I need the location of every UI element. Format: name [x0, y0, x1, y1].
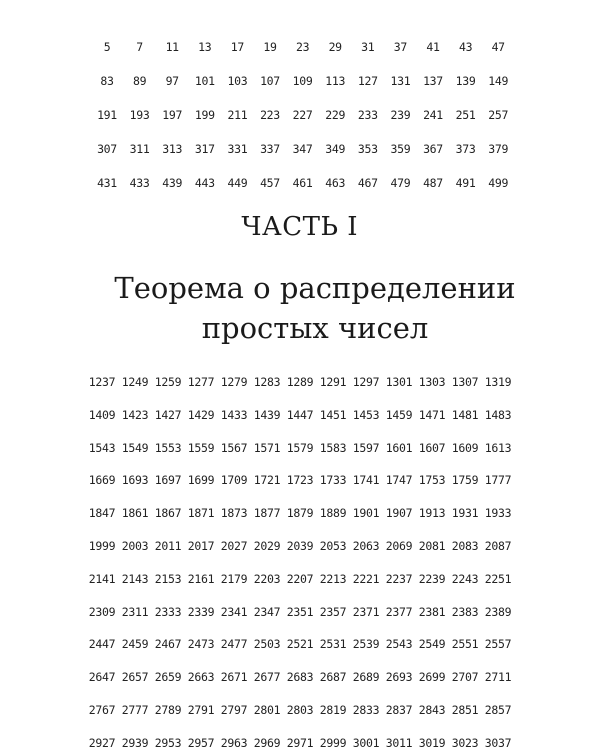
prime-number: 1697	[154, 473, 182, 488]
prime-number: 349	[325, 142, 346, 156]
prime-number: 2689	[352, 670, 380, 685]
prime-number: 47	[491, 40, 505, 54]
prime-number: 23	[295, 40, 310, 54]
prime-number: 2467	[154, 637, 182, 652]
prime-number: 11	[165, 40, 179, 54]
prime-number: 2477	[220, 637, 248, 652]
part-label-text: ЧАСТЬ I	[241, 212, 358, 242]
prime-number: 1571	[253, 440, 281, 455]
prime-number: 2459	[121, 637, 149, 652]
prime-number: 2857	[484, 703, 512, 717]
prime-number: 1291	[319, 375, 347, 389]
prime-number: 1567	[220, 440, 248, 455]
prime-number: 1609	[451, 440, 479, 455]
prime-number: 2833	[352, 703, 380, 717]
prime-number: 2851	[451, 703, 479, 717]
prime-number: 19	[263, 40, 277, 54]
prime-number: 1289	[286, 375, 314, 389]
prime-number: 193	[129, 108, 150, 122]
prime-number: 37	[393, 40, 408, 54]
prime-number: 103	[227, 74, 248, 88]
prime-number: 2207	[286, 571, 314, 586]
prime-number: 1237	[88, 375, 116, 389]
prime-number: 2143	[121, 571, 149, 586]
prime-number: 211	[227, 108, 248, 122]
prime-number: 1453	[352, 407, 380, 422]
prime-number: 1747	[385, 473, 413, 488]
prime-number: 353	[357, 142, 378, 156]
prime-number: 2063	[352, 539, 380, 553]
prime-number: 2699	[418, 670, 446, 685]
prime-number: 2687	[319, 670, 347, 685]
prime-number: 2203	[253, 571, 281, 586]
prime-number: 2017	[187, 539, 215, 553]
prime-number: 2797	[220, 703, 248, 717]
prime-number: 97	[165, 74, 179, 88]
prime-number: 131	[390, 74, 411, 88]
prime-number: 83	[100, 74, 114, 88]
prime-number: 463	[325, 176, 346, 190]
prime-number: 1543	[88, 440, 116, 455]
prime-number: 2531	[319, 637, 347, 652]
prime-number: 1999	[88, 539, 116, 553]
prime-number: 1283	[253, 375, 281, 389]
prime-number: 2309	[88, 604, 116, 619]
prime-number: 1439	[253, 407, 281, 422]
prime-number: 1601	[385, 440, 413, 455]
prime-number: 137	[423, 74, 443, 88]
prime-number: 101	[194, 74, 215, 88]
prime-number: 1889	[319, 506, 347, 521]
prime-number: 487	[423, 176, 443, 190]
prime-number: 2693	[385, 670, 413, 685]
prime-number: 1409	[88, 407, 116, 422]
prime-number: 307	[97, 142, 117, 156]
prime-number: 3011	[385, 735, 413, 750]
prime-number: 149	[488, 74, 509, 88]
prime-number: 1583	[319, 440, 347, 455]
prime-number: 2927	[88, 735, 116, 750]
prime-number: 2381	[418, 604, 446, 619]
prime-number: 31	[361, 40, 375, 54]
prime-number: 379	[488, 142, 509, 156]
prime-number: 331	[227, 142, 248, 156]
prime-number: 1753	[418, 473, 446, 488]
prime-number: 2087	[484, 539, 512, 553]
prime-number: 257	[488, 108, 509, 122]
prime-number: 431	[97, 176, 117, 190]
prime-number: 2549	[418, 637, 446, 652]
prime-number: 2551	[451, 637, 479, 652]
prime-number: 2803	[286, 703, 314, 717]
prime-number: 5	[103, 40, 111, 54]
prime-number: 2969	[253, 735, 281, 750]
prime-number: 2963	[220, 735, 248, 750]
prime-number: 2339	[187, 604, 215, 619]
prime-number: 1607	[418, 440, 446, 455]
prime-number: 227	[292, 108, 313, 122]
part-label	[0, 212, 600, 242]
prime-number: 2179	[220, 571, 248, 586]
prime-number: 2671	[220, 670, 248, 685]
prime-number: 113	[325, 74, 346, 88]
prime-number: 241	[423, 108, 443, 122]
prime-number: 2777	[121, 703, 149, 717]
prime-number: 2657	[121, 670, 149, 685]
prime-number: 1901	[352, 506, 380, 521]
prime-number: 251	[455, 108, 476, 122]
prime-number: 1249	[121, 375, 149, 389]
prime-number: 1481	[451, 407, 479, 422]
prime-number: 1429	[187, 407, 215, 422]
prime-number: 1297	[352, 375, 380, 389]
prime-number: 2153	[154, 571, 182, 586]
prime-number: 1319	[484, 375, 512, 389]
prime-number: 2027	[220, 539, 248, 553]
prime-number: 1613	[484, 440, 512, 455]
prime-number: 2707	[451, 670, 479, 685]
prime-number: 233	[357, 108, 378, 122]
prime-number: 2539	[352, 637, 380, 652]
prime-number: 1549	[121, 440, 149, 455]
prime-number: 1669	[88, 473, 116, 488]
prime-number: 2953	[154, 735, 182, 750]
prime-number: 223	[260, 108, 280, 122]
prime-number: 2239	[418, 571, 446, 586]
top-primes-grid	[0, 40, 600, 200]
prime-number: 3019	[418, 735, 446, 750]
prime-number: 1471	[418, 407, 446, 422]
prime-number: 1759	[451, 473, 479, 488]
prime-number: 1733	[319, 473, 347, 488]
prime-number: 2389	[484, 604, 512, 619]
chapter-title-line-2: простых чисел	[201, 311, 429, 345]
prime-number: 479	[390, 176, 411, 190]
prime-number: 2999	[319, 735, 347, 750]
chapter-title-line-1: Теорема о распределении	[114, 271, 516, 305]
prime-number: 2311	[121, 604, 149, 619]
prime-number: 197	[162, 108, 183, 122]
prime-number: 1873	[220, 506, 248, 521]
prime-number: 109	[292, 74, 313, 88]
prime-number: 347	[292, 142, 313, 156]
prime-number: 2081	[418, 539, 446, 553]
prime-number: 2767	[88, 703, 116, 717]
prime-number: 1579	[286, 440, 314, 455]
prime-number: 1871	[187, 506, 215, 521]
prime-number: 1427	[154, 407, 182, 422]
prime-number: 2161	[187, 571, 215, 586]
prime-number: 229	[325, 108, 346, 122]
prime-number: 2801	[253, 703, 281, 717]
prime-number: 457	[260, 176, 280, 190]
prime-number: 1777	[484, 473, 512, 488]
bottom-primes-grid	[0, 375, 600, 750]
prime-number: 1913	[418, 506, 446, 521]
prime-number: 1433	[220, 407, 248, 422]
prime-number: 43	[458, 40, 473, 54]
prime-number: 1933	[484, 506, 512, 521]
prime-number: 1259	[154, 375, 182, 389]
prime-number: 2503	[253, 637, 281, 652]
prime-number: 89	[132, 74, 147, 88]
prime-number: 1451	[319, 407, 347, 422]
prime-number: 199	[194, 108, 215, 122]
prime-number: 1447	[286, 407, 314, 422]
prime-number: 467	[357, 176, 378, 190]
prime-number: 2543	[385, 637, 413, 652]
prime-number: 311	[129, 142, 150, 156]
prime-number: 107	[260, 74, 280, 88]
prime-number: 1553	[154, 440, 182, 455]
prime-number: 2939	[121, 735, 149, 750]
prime-number: 1723	[286, 473, 314, 488]
prime-number: 373	[455, 142, 476, 156]
prime-number: 1877	[253, 506, 281, 521]
prime-number: 2351	[286, 604, 314, 619]
prime-number: 2357	[319, 604, 347, 619]
prime-number: 3001	[352, 735, 380, 750]
prime-number: 313	[162, 142, 183, 156]
prime-number: 127	[357, 74, 378, 88]
prime-number: 2011	[154, 539, 182, 553]
prime-number: 2371	[352, 604, 380, 619]
prime-number: 2243	[451, 571, 479, 586]
prime-number: 1277	[187, 375, 215, 389]
prime-number: 1699	[187, 473, 215, 488]
prime-number: 139	[455, 74, 476, 88]
prime-number: 2141	[88, 571, 116, 586]
prime-number: 2221	[352, 571, 380, 586]
prime-number: 2819	[319, 703, 347, 717]
prime-number: 461	[292, 176, 313, 190]
prime-number: 1861	[121, 506, 149, 521]
prime-number: 2039	[286, 539, 314, 553]
prime-number: 1483	[484, 407, 512, 422]
prime-number: 2447	[88, 637, 116, 652]
prime-number: 1559	[187, 440, 215, 455]
prime-number: 2473	[187, 637, 215, 652]
prime-number: 1459	[385, 407, 413, 422]
prime-number: 1301	[385, 375, 413, 389]
prime-number: 433	[129, 176, 150, 190]
prime-number: 2663	[187, 670, 215, 685]
prime-number: 499	[488, 176, 509, 190]
prime-number: 17	[230, 40, 245, 54]
prime-number: 2711	[484, 670, 512, 685]
prime-number: 449	[227, 176, 248, 190]
prime-number: 2971	[286, 735, 314, 750]
prime-number: 2003	[121, 539, 149, 553]
prime-number: 1721	[253, 473, 281, 488]
prime-number: 1847	[88, 506, 116, 521]
prime-number: 2789	[154, 703, 182, 717]
prime-number: 2377	[385, 604, 413, 619]
prime-number: 1741	[352, 473, 380, 488]
prime-number: 2237	[385, 571, 413, 586]
prime-number: 1307	[451, 375, 479, 389]
prime-number: 3023	[451, 735, 479, 750]
prime-number: 1303	[418, 375, 446, 389]
prime-number: 2837	[385, 703, 413, 717]
prime-number: 367	[423, 142, 443, 156]
prime-number: 2333	[154, 604, 182, 619]
prime-number: 337	[260, 142, 280, 156]
prime-number: 2053	[319, 539, 347, 553]
prime-number: 239	[390, 108, 411, 122]
prime-number: 1423	[121, 407, 149, 422]
prime-number: 2683	[286, 670, 314, 685]
prime-number: 191	[97, 108, 117, 122]
prime-number: 1279	[220, 375, 248, 389]
prime-number: 2029	[253, 539, 281, 553]
prime-number: 1931	[451, 506, 479, 521]
prime-number: 2213	[319, 571, 347, 586]
prime-number: 2659	[154, 670, 182, 685]
prime-number: 2069	[385, 539, 413, 553]
prime-number: 2647	[88, 670, 116, 685]
prime-number: 2347	[253, 604, 281, 619]
prime-number: 1709	[220, 473, 248, 488]
prime-number: 1907	[385, 506, 413, 521]
prime-number: 439	[162, 176, 183, 190]
prime-number: 1597	[352, 440, 380, 455]
prime-number: 1867	[154, 506, 182, 521]
prime-number: 41	[426, 40, 440, 54]
prime-number: 2521	[286, 637, 314, 652]
prime-number: 3037	[484, 735, 512, 750]
prime-number: 2083	[451, 539, 479, 553]
prime-number: 2557	[484, 637, 512, 652]
prime-number: 1879	[286, 506, 314, 521]
prime-number: 2383	[451, 604, 479, 619]
prime-number: 443	[194, 176, 215, 190]
prime-number: 2791	[187, 703, 215, 717]
prime-number: 491	[455, 176, 476, 190]
prime-number: 2251	[484, 571, 512, 586]
prime-number: 2677	[253, 670, 281, 685]
prime-number: 2957	[187, 735, 215, 750]
prime-number: 13	[198, 40, 212, 54]
prime-number: 359	[390, 142, 411, 156]
prime-number: 2341	[220, 604, 248, 619]
prime-number: 7	[136, 40, 143, 54]
prime-number: 317	[194, 142, 215, 156]
prime-number: 1693	[121, 473, 149, 488]
prime-number: 2843	[418, 703, 446, 717]
prime-number: 29	[328, 40, 342, 54]
